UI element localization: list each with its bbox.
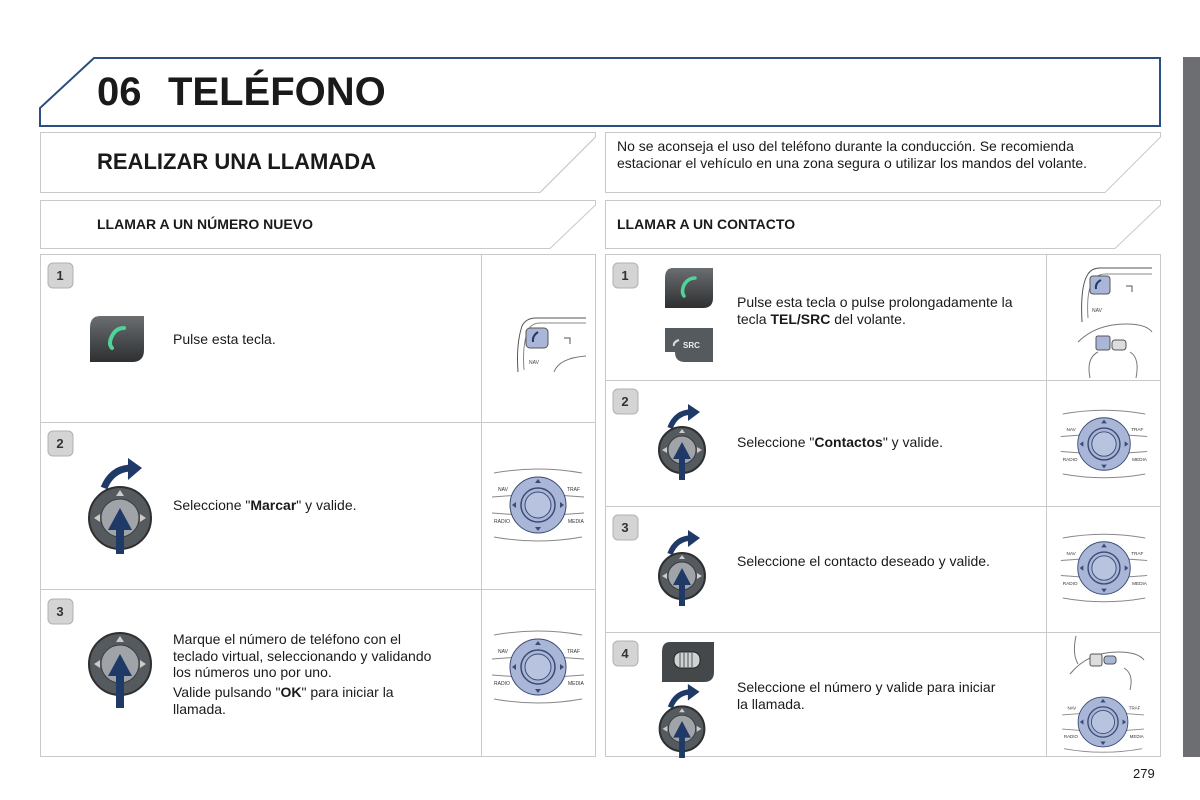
svg-text:RADIO: RADIO — [1062, 580, 1078, 586]
svg-text:TRAF: TRAF — [1131, 550, 1144, 556]
rotary-knob-press-icon — [88, 630, 154, 710]
dashboard-rotary-knob-icon — [1059, 406, 1149, 482]
left-step-3-text: Marque el número de teléfono con el teclado virtual, seleccionando y validando los números uno por uno. — [173, 631, 432, 680]
dashboard-rotary-knob-icon — [1059, 690, 1147, 754]
svg-text:NAV: NAV — [498, 649, 508, 655]
steering-wheel-controls-icon — [1076, 262, 1154, 378]
svg-text:RADIO: RADIO — [494, 519, 510, 525]
svg-text:MEDIA: MEDIA — [1132, 580, 1147, 586]
steering-tel-src-key-icon — [663, 326, 715, 364]
step-badge-3: 3 — [612, 514, 640, 542]
svg-text:RADIO: RADIO — [1062, 456, 1078, 462]
rotary-knob-rotate-press-icon — [658, 684, 708, 760]
section-title: REALIZAR UNA LLAMADA — [97, 149, 377, 174]
rotary-knob-rotate-press-icon — [658, 404, 708, 482]
phone-key-icon — [663, 266, 715, 310]
page-number: 279 — [1133, 766, 1155, 781]
step-badge-2: 2 — [47, 430, 75, 458]
dashboard-rotary-knob-icon — [1059, 530, 1149, 606]
rotary-knob-rotate-press-icon — [658, 530, 708, 608]
svg-text:NAV: NAV — [1066, 550, 1076, 556]
svg-text:RADIO: RADIO — [1063, 734, 1078, 739]
svg-text:MEDIA: MEDIA — [568, 519, 584, 525]
svg-text:TRAF: TRAF — [567, 649, 581, 655]
step-badge-3: 3 — [47, 598, 75, 626]
left-step-1-text: Pulse esta tecla. — [173, 331, 276, 347]
warning-text: No se aconseja el uso del teléfono durante la conducción. Se recomienda estacionar el vehículo en una zona segura o utilizar los mandos del volante. — [617, 138, 1088, 171]
right-step-1-text: Pulse esta tecla o pulse prolongadamente la tecla TEL/SRC del volante. — [737, 294, 1013, 327]
chapter-number: 06 — [97, 70, 142, 114]
svg-text:RADIO: RADIO — [494, 681, 510, 687]
left-subtitle: LLAMAR A UN NÚMERO NUEVO — [97, 216, 313, 232]
svg-text:MEDIA: MEDIA — [1129, 734, 1144, 739]
rotary-knob-rotate-press-icon — [88, 458, 154, 556]
right-subtitle: LLAMAR A UN CONTACTO — [617, 216, 796, 232]
svg-text:MEDIA: MEDIA — [1132, 456, 1147, 462]
svg-text:NAV: NAV — [1092, 308, 1102, 314]
right-step-4-text: Seleccione el número y valide para iniciar la llamada. — [737, 679, 996, 712]
svg-text:NAV: NAV — [1067, 705, 1077, 711]
dashboard-rotary-knob-icon — [490, 465, 586, 545]
svg-text:NAV: NAV — [1066, 426, 1076, 432]
svg-text:TRAF: TRAF — [1131, 426, 1144, 432]
svg-text:SRC: SRC — [683, 341, 700, 350]
svg-text:NAV: NAV — [498, 487, 508, 493]
steering-wheel-controls-icon — [1068, 634, 1146, 690]
svg-text:TRAF: TRAF — [1128, 705, 1141, 711]
chapter-side-tab — [1183, 57, 1200, 757]
left-step-3-text-2: Valide pulsando "OK" para iniciar la llamada. — [173, 684, 394, 717]
chapter-title: TELÉFONO — [168, 70, 386, 114]
svg-text:MEDIA: MEDIA — [568, 681, 584, 687]
svg-text:TRAF: TRAF — [567, 487, 581, 493]
svg-text:NAV: NAV — [529, 360, 539, 366]
step-badge-1: 1 — [47, 262, 75, 290]
right-step-3-text: Seleccione el contacto deseado y valide. — [737, 553, 990, 569]
right-step-2-text: Seleccione "Contactos" y valide. — [737, 434, 944, 450]
steering-thumbwheel-icon — [660, 640, 716, 684]
phone-key-icon — [88, 314, 146, 364]
step-badge-2: 2 — [612, 388, 640, 416]
step-badge-1: 1 — [612, 262, 640, 290]
dashboard-phone-key-icon — [514, 314, 588, 374]
dashboard-rotary-knob-icon — [490, 627, 586, 707]
left-step-2-text: Seleccione "Marcar" y valide. — [173, 497, 357, 513]
step-badge-4: 4 — [612, 640, 640, 668]
